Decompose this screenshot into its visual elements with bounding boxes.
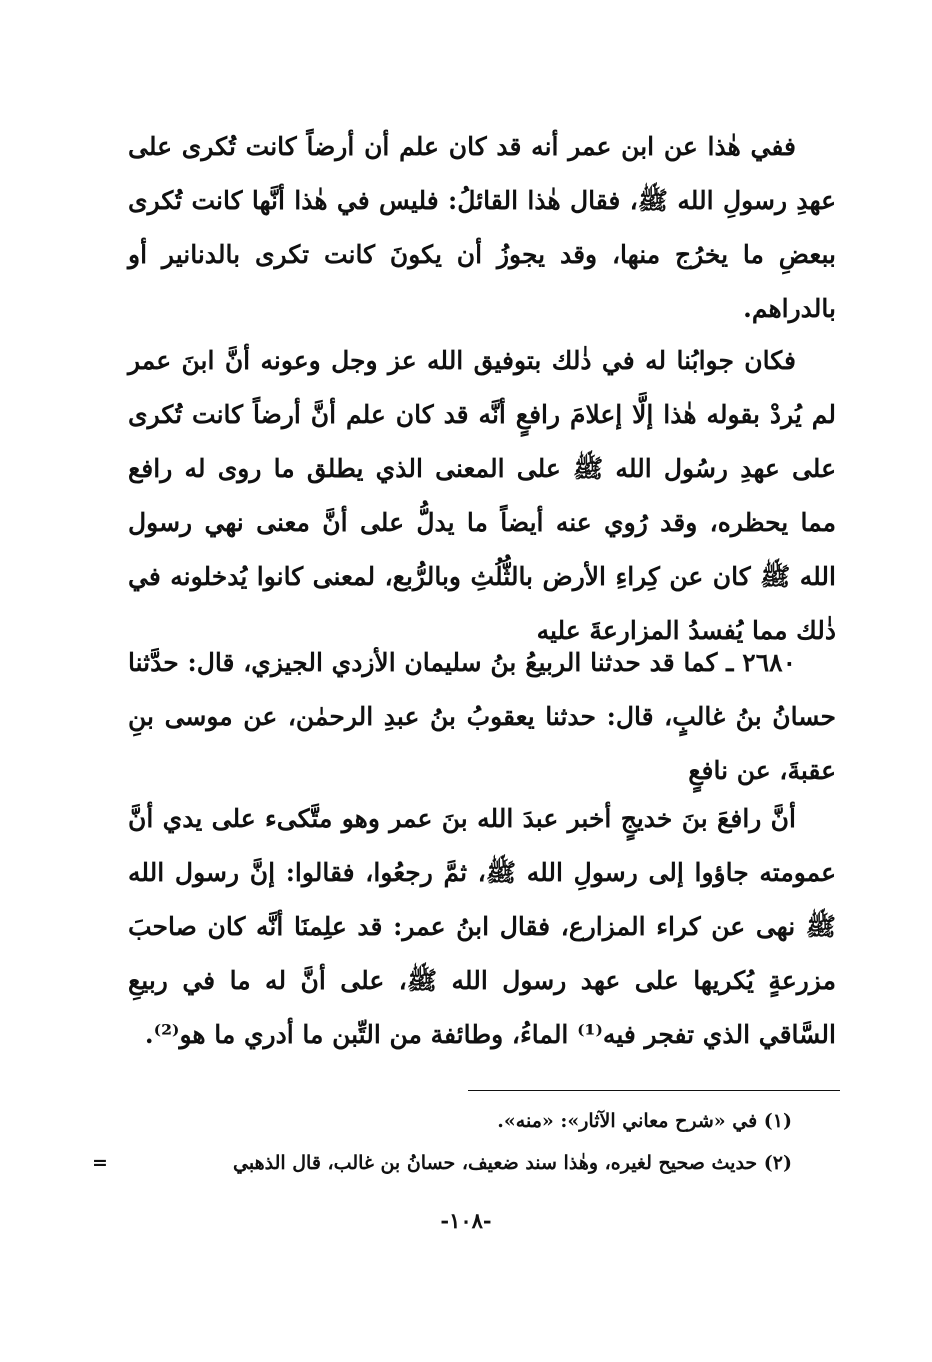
footnotes [92,1100,792,1184]
page-number: -١٠٨- [440,1208,492,1233]
hadith-matn-text: أنَّ رافعَ بنَ خديجٍ أخبر عبدَ الله بنَ عمر وهو متَّكىء على يدي أنَّ عمومته جاؤوا إلى رسولِ الله ﷺ، ثمَّ رجعُوا، فقالوا: إنَّ رسول الله ﷺ نهى عن كراء المزارع، فقال ابنُ عمر: قد علِمنَا أنَّه كان صاحبَ مزرعةٍ يُكريها على عهد رسول الله ﷺ، على أنَّ له ما في ربيعِ السَّاقي الذي تفجر فيه⁽¹⁾ الماءُ، وطائفة من التِّبن ما أدري ما هو⁽²⁾. [128,804,836,1049]
hadith-isnad-text: ٢٦٨٠ ـ كما قد حدثنا الربيعُ بنُ سليمان الأزدي الجيزي، قال: حدَّثنا حسانُ بنُ غالبٍ، قال: حدثنا يعقوبُ بنُ عبدِ الرحمٰن، عن موسى بنِ عقبةَ، عن نافعٍ [128,648,836,785]
paragraph-2-text: فكان جوابُنا له في ذٰلك بتوفيق الله عز وجل وعونه أنَّ ابنَ عمر لم يُردْ بقوله هٰذا إلَّا إعلامَ رافعٍ أنَّه قد كان علم أنَّ أرضاً كانت تُكرى على عهدِ رسُول الله ﷺ على المعنى الذي يطلق ما روى له رافع مما يحظره، وقد رُوي عنه أيضاً ما يدلُّ على أنَّ معنى نهي رسول الله ﷺ كان عن كِراءِ الأرض بالثُّلُثِ وبالرُّبع، لمعنى كانوا يُدخلونه في ذٰلك مما يُفسدُ المزارعةَ عليه [128,346,836,645]
paragraph-1 [128,120,836,336]
footnote-2 [92,1142,792,1184]
footnote-continuation-mark: = [92,1152,108,1174]
paragraph-1-text: ففي هٰذا عن ابن عمر أنه قد كان علم أن أرضاً كانت تُكرى على عهدِ رسولِ الله ﷺ، فقال هٰذا القائلُ: فليس في هٰذا أنَّها كانت تُكرى ببعضِ ما يخرُج منها، وقد يجوزُ أن يكونَ كانت تكرى بالدنانير أو بالدراهم. [128,132,836,323]
hadith-matn [128,792,836,1062]
footnote-2-text: (٢) حديث صحيح لغيره، وهٰذا سند ضعيف، حسانُ بن غالب، قال الذهبي [233,1152,792,1174]
hadith-isnad [128,636,836,798]
paragraph-2 [128,334,836,658]
footnote-divider [468,1090,840,1091]
footnote-1: (١) في «شرح معاني الآثار»: «منه». [497,1110,792,1132]
